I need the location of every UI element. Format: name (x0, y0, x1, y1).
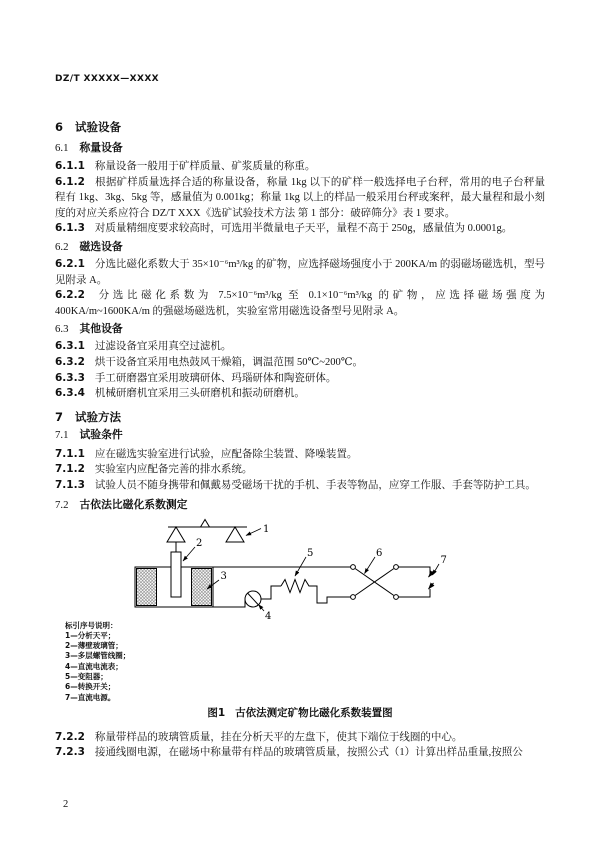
clause-6-2-2 (55, 288, 545, 319)
clause-number: 6.2.2 (55, 289, 85, 302)
clause-number: 6.3.2 (55, 355, 85, 368)
clause-number: 6.2.1 (55, 257, 85, 270)
clause-number: 6.3.3 (55, 371, 85, 384)
clause-6-1-3 (55, 221, 545, 237)
subsection-number: 7.1 (55, 428, 69, 441)
figure-caption (55, 707, 545, 720)
figure-legend (65, 621, 545, 703)
clause-number: 6.1.2 (55, 175, 85, 188)
subsection-heading-7-1 (55, 428, 545, 442)
section-number: 6 (55, 120, 64, 134)
subsection-heading-7-2 (55, 498, 545, 512)
glass-tube-icon (171, 542, 181, 597)
clause-number: 7.1.2 (55, 463, 85, 476)
subsection-heading-6-2 (55, 240, 545, 254)
subsection-heading-6-3 (55, 322, 545, 336)
clause-6-3-3 (55, 371, 545, 387)
callout-2-label: 2 (196, 537, 203, 549)
clause-6-2-1 (55, 257, 545, 288)
callout-leaders (183, 528, 439, 611)
callout-5-label: 5 (307, 547, 314, 559)
rheostat-icon (281, 579, 313, 592)
clause-text: 分选比磁化系数大于 35×10⁻⁶m³/kg 的矿物，应选择磁场强度小于 200KA/m 的弱磁场磁选机，型号见附录 A。 (55, 258, 545, 286)
callout-6-label: 6 (376, 547, 383, 559)
reversing-switch-icon (351, 564, 399, 599)
subsection-number: 6.2 (55, 240, 69, 253)
clause-text: 烘干设备宜采用电热鼓风干燥箱，调温范围 50℃~200℃。 (94, 356, 363, 368)
subsection-number: 6.1 (55, 142, 69, 154)
subsection-title: 磁选设备 (79, 239, 123, 253)
clause-text: 接通线圈电源，在磁场中称量带有样品的玻璃管质量，按照公式（1）计算出样品重量,按照公 (94, 747, 523, 759)
clause-number: 6.1.1 (55, 160, 85, 172)
subsection-title: 其他设备 (79, 322, 123, 336)
clause-6-1-1 (55, 159, 545, 175)
clause-7-1-2 (55, 462, 545, 478)
legend-item-2: 2—薄壁玻璃管； (65, 641, 123, 651)
clause-6-3-4 (55, 386, 545, 402)
clause-number: 7.1.1 (55, 447, 85, 460)
clause-text: 对质量精细度要求较高时，可选用半微量电子天平，量程不高于 250g，感量值为 0.0001g。 (94, 223, 513, 235)
clause-6-3-1 (55, 339, 545, 355)
analytical-balance-icon (167, 519, 247, 542)
doc-number: DZ/T XXXXX—XXXX (55, 74, 160, 84)
figure-1-diagram (125, 515, 545, 621)
clause-text: 机械研磨机宜采用三头研磨机和振动研磨机。 (94, 388, 305, 400)
clause-7-1-3 (55, 478, 545, 494)
figure-caption-title: 古依法测定矿物比磁化系数装置图 (235, 706, 393, 719)
legend-item-5: 5—变阻器； (65, 671, 108, 681)
clause-7-2-1 (55, 730, 545, 746)
legend-item-7: 7—直流电源。 (65, 692, 116, 702)
section-title: 试验设备 (75, 120, 122, 134)
legend-item-3: 3—多层螺管线圈； (65, 651, 131, 661)
callout-7-label: 7 (440, 554, 447, 566)
clause-number: 6.3.1 (55, 340, 85, 353)
clause-number: 7.2.2 (55, 730, 85, 743)
clause-6-3-2 (55, 355, 545, 371)
legend-item-6: 6—转换开关； (65, 682, 116, 692)
callout-3-label: 3 (220, 570, 227, 582)
section-number: 7 (55, 409, 64, 424)
subsection-heading-6-1 (55, 141, 545, 155)
clause-7-2-2 (55, 745, 545, 761)
section-heading-6 (55, 120, 545, 134)
subsection-title: 称量设备 (79, 141, 123, 154)
clause-number: 6.1.3 (55, 222, 85, 235)
clause-text: 根据矿样质量选择合适的称量设备，称量 1kg 以下的矿样一般选择电子台秤，常用的电子台秤量程有 1kg、3kg、5kg 等，感量值为 0.001kg；称量 1kg 以上的样品一般采用台秤或案秤，最大量程和最小刻度的对应关系应符合 DZ/T XXX《选矿试验技术方法 第 1 部分：破碎筛分》表 1 要求。 (55, 176, 545, 219)
subsection-number: 6.3 (55, 323, 69, 336)
clause-text: 分选比磁化系数为 7.5×10⁻⁶m³/kg 至 0.1×10⁻⁶m³/kg 的矿物，应选择磁场强度为 400KA/m~1600KA/m 的强磁场磁选机，实验室常用磁选设备型号见附录 A。 (55, 290, 545, 317)
page-number: 2 (63, 798, 69, 810)
clause-text: 称量带样品的玻璃管质量，挂在分析天平的左盘下，使其下端位于线圈的中心。 (94, 731, 463, 743)
clause-number: 7.2.3 (55, 746, 85, 759)
legend-title: 标引序号说明： (65, 620, 118, 630)
clause-text: 实验室内应配备完善的排水系统。 (94, 464, 253, 476)
section-title: 试验方法 (75, 409, 122, 424)
subsection-title: 古依法比磁化系数测定 (79, 497, 188, 511)
dc-power-supply-icon (429, 571, 434, 589)
clause-7-1-1 (55, 447, 545, 463)
subsection-title: 试验条件 (79, 427, 123, 441)
callout-4-label: 4 (265, 610, 272, 621)
clause-text: 手工研磨器宜采用玻璃研体、玛瑙研体和陶瓷研体。 (94, 372, 337, 384)
clause-text: 称量设备一般用于矿样质量、矿浆质量的称重。 (94, 161, 316, 172)
clause-6-1-2 (55, 175, 545, 222)
figure-caption-number: 图1 (207, 706, 226, 719)
clause-7-2-3 (55, 761, 545, 777)
guoy-apparatus-diagram (125, 515, 465, 621)
subsection-number: 7.2 (55, 498, 69, 511)
clause-text: 应在磁选实验室进行试验，应配备除尘装置、降噪装置。 (94, 448, 358, 460)
clause-text: 过滤设备宜采用真空过滤机。 (94, 341, 232, 353)
legend-item-4: 4—直流电流表； (65, 661, 123, 671)
callout-1-label: 1 (263, 523, 270, 535)
clause-number: 7.1.3 (55, 478, 85, 491)
clause-text: 试验人员不随身携带和佩戴易受磁场干扰的手机、手表等物品，应穿工作服、手套等防护工具。 (94, 479, 536, 491)
legend-item-1: 1—分析天平； (65, 630, 116, 640)
section-heading-7 (55, 410, 545, 424)
clause-number: 6.3.4 (55, 387, 85, 400)
